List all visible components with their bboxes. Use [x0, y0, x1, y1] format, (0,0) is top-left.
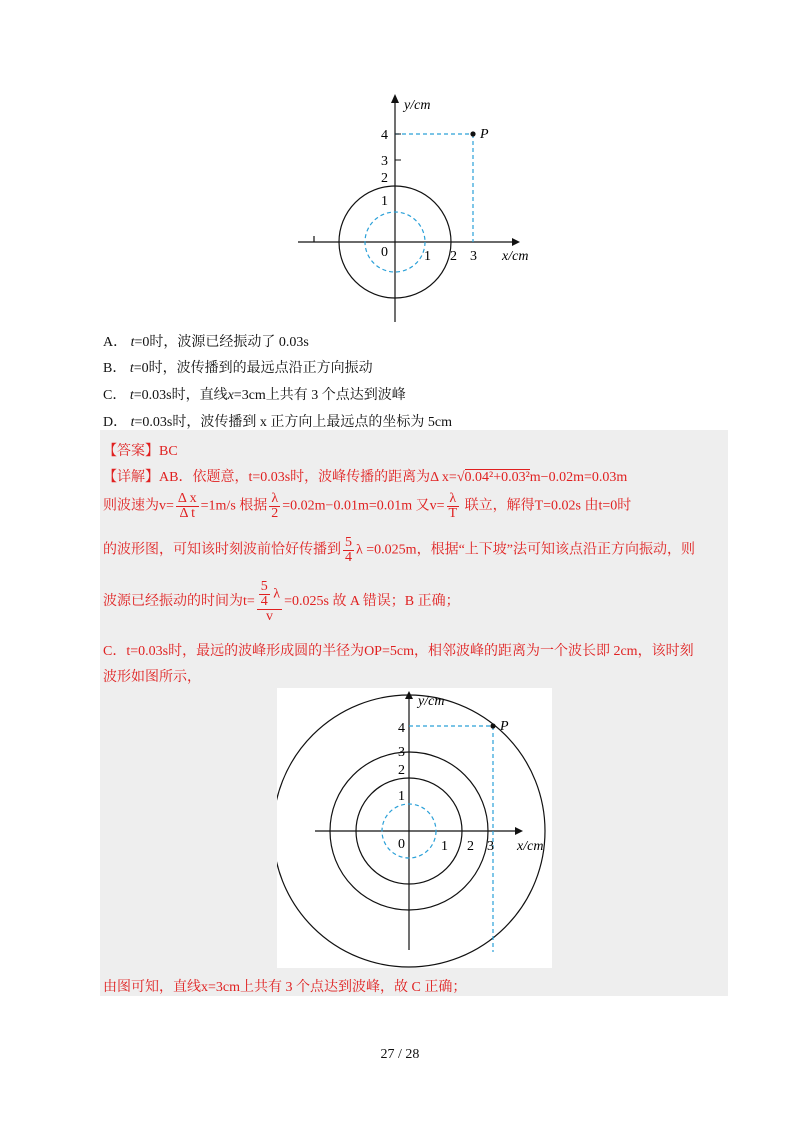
x-tick-label-1: 1	[424, 249, 431, 264]
x-tick-label-2: 2	[467, 839, 474, 854]
x-tick-label-2: 2	[450, 249, 457, 264]
y-tick-label-2: 2	[381, 171, 388, 186]
x-axis-label: x/cm	[502, 249, 529, 264]
y-axis-arrow	[391, 94, 399, 103]
option-a: A． t=0时，波源已经振动了 0.03s	[103, 335, 309, 350]
detail-line-3: 的波形图，可知该时刻波前恰好传播到 $\frac{5}{4}$ λ =0.025m，根据“上下坡”法可知该点沿正方向振动，则	[103, 535, 695, 565]
x-tick-label-3: 3	[470, 249, 477, 264]
option-b: B． t=0时，波传播到的最远点沿正方向振动	[103, 361, 373, 376]
sqrt-sign: √	[456, 470, 465, 485]
y-tick-label-1: 1	[398, 789, 405, 804]
fraction-five-quarters: $\frac{5}{4}$	[345, 535, 352, 565]
answer-line: 【答案】BC	[103, 444, 178, 459]
option-c: C． t=0.03s时，直线x=3cm上共有 3 个点达到波峰	[103, 388, 406, 403]
option-d: D． t=0.03s时，波传播到 x 正方向上最远点的坐标为 5cm	[103, 415, 452, 430]
y-axis-label: y/cm	[418, 694, 445, 709]
fraction-period: $\frac{\lambda}{T}$	[448, 491, 458, 521]
point-p	[470, 131, 475, 136]
point-p	[490, 723, 495, 728]
point-p-label: P	[500, 719, 509, 734]
wave-figure-2	[277, 688, 552, 968]
y-tick-label-3: 3	[381, 154, 388, 169]
detail-line-6: 波形如图所示，	[103, 670, 201, 685]
y-tick-label-3: 3	[398, 745, 405, 760]
origin-label: 0	[381, 245, 388, 260]
y-tick-label-2: 2	[398, 763, 405, 778]
sqrt-content: 0.04²+0.03²	[464, 470, 530, 485]
fraction-half-wavelength: $\frac{\lambda}{2}$	[271, 491, 279, 521]
page-number: 27 / 28	[380, 1047, 420, 1062]
conclusion-line: 由图可知，直线x=3cm上共有 3 个点达到波峰，故 C 正确；	[103, 980, 467, 995]
wave-figure-1	[290, 90, 550, 325]
y-tick-label-4: 4	[398, 721, 405, 736]
fraction-velocity: $\frac{\text{Δ x}}{\text{Δ t}}$	[177, 491, 197, 521]
fraction-time: $\frac{5}{4}$ λ v	[257, 580, 282, 624]
detail-line-4: 波源已经振动的时间为t= $\frac{5}{4}$ λ v =0.025s 故 A 错误；B 正确；	[103, 579, 460, 624]
detail-line-2: 则波速为v= $\frac{\text{Δ x}}{\text{Δ t}}$ =1m/s 根据 $\frac{\lambda}{2}$ =0.02m−0.01m=0.01m 又v= $\frac{\lambda}{T}$ 联立，解得T=0.02s 由t=0时	[103, 491, 632, 521]
y-axis-label: y/cm	[404, 98, 431, 113]
x-tick-label-3: 3	[487, 839, 494, 854]
x-axis-arrow	[515, 827, 523, 835]
detail-line-1: 【详解】AB．依题意，t=0.03s时，波峰传播的距离为Δ x=√0.04²+0.03²m−0.02m=0.03m	[103, 470, 628, 485]
detail-line-5: C．t=0.03s时，最远的波峰形成圆的半径为OP=5cm，相邻波峰的距离为一个波长即 2cm，该时刻	[103, 644, 694, 659]
x-tick-label-1: 1	[441, 839, 448, 854]
x-axis-arrow	[512, 238, 520, 246]
x-axis-label: x/cm	[517, 839, 544, 854]
point-p-label: P	[480, 127, 489, 142]
y-tick-label-1: 1	[381, 194, 388, 209]
origin-label: 0	[398, 837, 405, 852]
y-tick-label-4: 4	[381, 128, 388, 143]
